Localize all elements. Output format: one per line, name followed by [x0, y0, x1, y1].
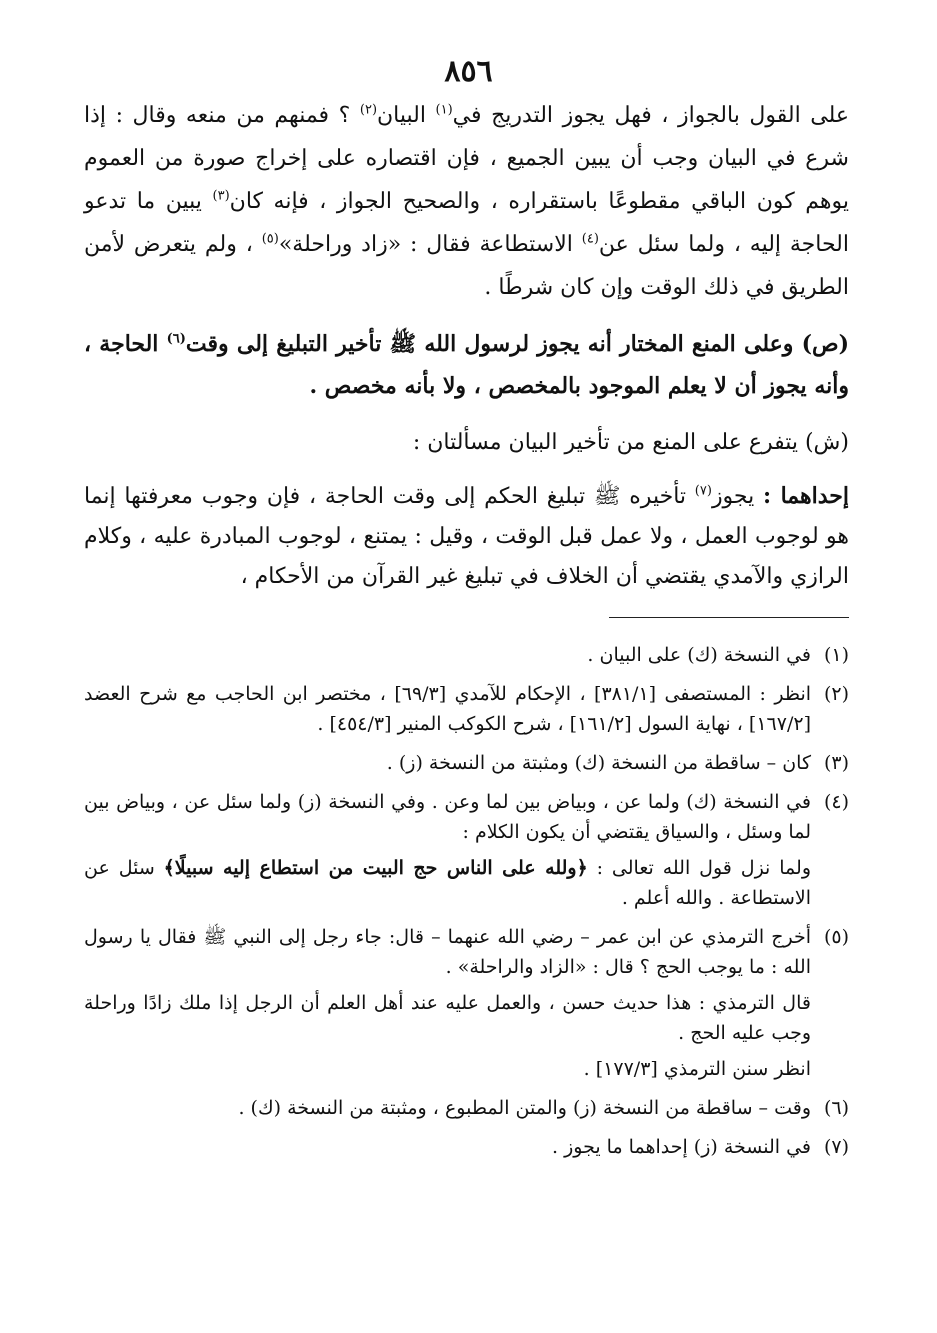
- footnote-4-sub-pre: ولما نزل قول الله تعالى :: [587, 857, 811, 879]
- footnote-ref-6[interactable]: (٦): [166, 331, 186, 347]
- footnote-number: (٣): [823, 752, 849, 774]
- page-number: ٨٥٦: [444, 54, 493, 89]
- first-issue-heading: إحداهما :: [763, 483, 849, 509]
- footnote-ref-1[interactable]: (١): [435, 102, 453, 118]
- footnote-text: أخرج الترمذي عن ابن عمر – رضي الله عنهما – قال: جاء رجل إلى النبي ﷺ فقال يا رسول الله : ما يوجب الحج ؟ قال : «الزاد والراحلة» .: [84, 926, 811, 978]
- matn-paragraph: [84, 323, 849, 407]
- footnote-text: انظر : المستصفى [٣٨١/١] ، الإحكام للآمدي [٦٩/٣] ، مختصر ابن الحاجب مع شرح العضد [١٦٧/٢] ، نهاية السول [١٦١/٢] ، شرح الكوكب المنير [٤٥٤/٣] .: [84, 683, 812, 735]
- footnote-text: في النسخة (ك) على البيان .: [587, 644, 811, 666]
- first-issue-paragraph: [84, 476, 849, 597]
- footnote-4: [84, 787, 849, 913]
- footnote-text: في النسخة (ز) إحداهما ما يجوز .: [552, 1136, 811, 1158]
- footnote-ref-5[interactable]: (٥): [261, 231, 279, 247]
- footnote-number: (٢): [823, 683, 849, 705]
- footnote-ref-4[interactable]: (٤): [581, 231, 599, 247]
- matn-text-1: (ص) وعلى المنع المختار أنه يجوز لرسول الله ﷺ تأخير التبليغ إلى وقت: [185, 331, 849, 357]
- footnote-7: [84, 1132, 849, 1162]
- intro-text-2: البيان: [377, 103, 436, 128]
- footnote-text: في النسخة (ك) ولما عن ، وبياض بين لما وعن . وفي النسخة (ز) ولما سئل عن ، وبياض بين لما وسئل ، والسياق يقتضي أن يكون الكلام :: [84, 791, 811, 843]
- footnote-number: (٤): [823, 791, 849, 813]
- footnote-4-sub-post: سئل عن الاستطاعة . والله أعلم .: [84, 857, 811, 909]
- footnote-number: (٦): [823, 1097, 849, 1119]
- intro-text-4: يبين ما تدعو الحاجة إليه ، ولما سئل عن: [84, 189, 849, 257]
- intro-text-3: ؟ فمنهم من منعه وقال : إذا شرع في البيان وجب أن يبين الجميع ، فإن اقتصاره على إخراج صورة من العموم يوهم كون الباقي مقطوعًا باستقراره ، والصحيح الجواز ، فإنه كان: [84, 103, 850, 214]
- footnote-6: [84, 1093, 849, 1123]
- footnote-1: [84, 640, 849, 670]
- matn-text-2: الحاجة ، وأنه يجوز أن لا يعلم الموجود بالمخصص ، ولا بأنه مخصص .: [84, 331, 849, 399]
- sharh-paragraph: (ش) يتفرع على المنع من تأخير البيان مسألتان :: [412, 430, 849, 455]
- first-issue-text-1: يجوز: [711, 484, 764, 509]
- intro-text-1: على القول بالجواز ، فهل يجوز التدريج في: [452, 103, 849, 128]
- intro-text-5: الاستطاعة فقال : «زاد وراحلة»: [278, 232, 582, 257]
- footnote-text: كان – ساقطة من النسخة (ك) ومثبتة من النسخة (ز) .: [386, 752, 811, 774]
- footnote-3: [84, 748, 849, 778]
- main-text: [84, 94, 849, 597]
- footnote-5: [84, 922, 849, 1084]
- quran-quote: ﴿ولله على الناس حج البيت من استطاع إليه سبيلًا﴾: [163, 857, 588, 879]
- footnote-4-continuation: [84, 853, 811, 913]
- intro-paragraph: [84, 94, 849, 309]
- footnote-text: وقت – ساقطة من النسخة (ز) والمتن المطبوع ، ومثبتة من النسخة (ك) .: [238, 1097, 811, 1119]
- footnote-separator: [609, 617, 849, 618]
- first-issue-text-2: تأخيره ﷺ تبليغ الحكم إلى وقت الحاجة ، فإن وجوب معرفتها إنما هو لوجوب العمل ، ولا عمل قبل الوقت ، وقيل : يمتنع ، لوجوب المبادرة عليه ، وكلام الرازي والآمدي يقتضي أن الخلاف في تبليغ غير القرآن من الأحكام ،: [84, 484, 849, 589]
- footnote-number: (١): [823, 644, 849, 666]
- footnote-5-tirmidhi-comment: قال الترمذي : هذا حديث حسن ، والعمل عليه عند أهل العلم أن الرجل إذا ملك زادًا وراحلة وجب عليه الحج .: [84, 992, 811, 1044]
- footnote-number: (٧): [823, 1136, 849, 1158]
- footnote-ref-7[interactable]: (٧): [694, 483, 712, 499]
- footnotes: [84, 640, 849, 1171]
- footnote-2: [84, 679, 849, 739]
- footnote-5-reference: انظر سنن الترمذي [١٧٧/٣] .: [583, 1058, 811, 1080]
- footnote-number: (٥): [823, 926, 849, 948]
- footnote-ref-3[interactable]: (٣): [212, 188, 230, 204]
- intro-text-6: ، ولم يتعرض لأمن الطريق في ذلك الوقت وإن كان شرطًا .: [84, 232, 849, 300]
- footnote-ref-2[interactable]: (٢): [359, 102, 378, 118]
